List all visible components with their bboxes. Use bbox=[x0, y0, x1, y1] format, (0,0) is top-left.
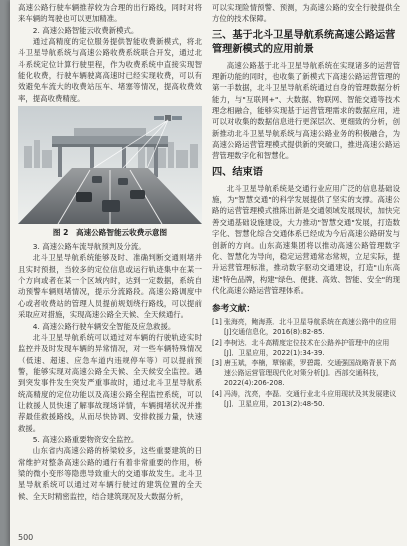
paragraph: 可以实现险情预警、预测，为高速公路的安全行驶提供全方位的技术保障。 bbox=[212, 3, 400, 24]
figure-caption: 图 2 高速公路智能云收费示意图 bbox=[52, 228, 168, 238]
paragraph: 北斗卫星导航系统可以通过对车辆的行驶轨迹实时监控并及时发现车辆的异常情况，对一些车辆特殊情况（低速、超速、应急车道内违规停车等）可以提前预警，能够实现对高速公路全天候、全天候安全监控。遇到突发事件发生突发严重事故时，通过北斗卫星导航系统高精度的定位功能以及高速公路全程监控系统，可以让救援人员快速了解事故现场详情，车辆拥堵状况并推荐最佳救援路线，从而尽快协调、安排救援力量，快速救援。 bbox=[18, 332, 202, 433]
subheading: 3. 高速公路车流导航预判及分流。 bbox=[32, 242, 146, 252]
reference-item: [4] 冯涛，沈亮，李磊．交通行业北斗应用现状及其发展建议[J]．卫星应用，2013(2):48-50. bbox=[212, 389, 397, 408]
paragraph: 高速公路行驶车辆推荐较为合理的出行路线，同时对将来车辆的驾驶也可以更加精准。 bbox=[18, 3, 202, 24]
page-number: 500 bbox=[18, 533, 34, 542]
subheading: 5. 高速公路重要物资安全监控。 bbox=[32, 434, 139, 444]
left-column bbox=[18, 2, 202, 502]
reference-item: [1] 张海亮，鲍海燕．北斗卫星导航系统在高速公路中的应用[J]交通信息化，2016(8):82-85. bbox=[212, 318, 397, 337]
right-column bbox=[212, 2, 400, 409]
journal-page bbox=[10, 0, 407, 546]
section-heading: 四、结束语 bbox=[212, 166, 263, 178]
subheading: 4. 高速公路行驶车辆安全智能及应急救援。 bbox=[32, 321, 176, 331]
subheading: 2. 高速公路智能云收费新模式。 bbox=[32, 25, 139, 35]
paragraph: 山东省内高速公路的桥梁较多，这些重要建筑的日常维护对整条高速公路的通行有着非常重要的作用，桥梁的微小变形等隐患导致重大的交通事故发生。北斗卫星导航系统可以通过对车辆行驶过的建筑位置的全天候、全天时精密监控，结合建筑现况及大数据分析， bbox=[18, 446, 202, 501]
toll-system-figure bbox=[18, 106, 202, 224]
paragraph: 通过高精度的定位服务提供智能收费新模式，将北斗卫星导航系统与高速公路收费系统联合开发，通过北斗系统定位计算行驶里程，作为收费系统中直接实现智能化收费，行驶车辆驶离高速时已经实现收费，可以有效避免车流大的收费站压车、堵塞等情况，提高收费效率，提高收费精度。 bbox=[18, 37, 202, 103]
references-title: 参考文献： bbox=[212, 304, 255, 315]
paragraph: 高速公路基于北斗卫星导航系统在实现诸多的运营管理新功能的同时，也收集了新模式下高速公路运营管理的第一手数据，北斗卫星导航系统通过自身的管理数据分析能力，与"互联网+"、大数据、物联网、智能交通等技术理念相融合，能够实现基于运营管理需求的数据应用，进可以对收集的数据信息进行更深层次、更细致的分析，创新推动北斗卫星导航系统与高速公路业务的积极融合，为高速公路运营管理模式提供新的突破口，推进高速公路运营管理数字化和智慧化。 bbox=[212, 60, 400, 161]
highway-toll-illustration bbox=[18, 106, 202, 224]
paragraph: 北斗卫星导航系统是交通行业应用广泛的信息基础设施，为"智慧交通"的科学发展提供了坚实的支撑。高速公路的运营管理模式推陈出新是交通领域发展现状，加快完善交通基础设施建设，大力推动"智慧交通"发展，打造数字化、智慧化综合交通体系已经成为今后高速公路研发与创新的方向。山东高速集团将以推动高速公路管理数字化、智慧化为导向，稳定运营通常态常规，立足实际，提升运营管理标准，推动数字驱动交通建设，打造"山东高速"特色品牌，构建"绿色、便捷、高效、智能、安全"的现代化高速公路运营管理体系。 bbox=[212, 183, 400, 295]
paragraph: 北斗卫星导航系统能够及时、准确判断交通则堵并且实时预报，当较多的定位信息或运行轨迹集中在某一个方向或者在某一个区域内时，达到一定数据，系统自动预警车辆则堵情况，提示分流路段。高速公路调度中心或者收费站的管理人员提前规划绕行路线，可以提前采取应对措施，实现高速公路全天候、全天候通行。 bbox=[18, 253, 202, 320]
reference-item: [3] 唐玉斌，李楠，覃锦素，罗碧霞．交通强国战略背景下高速公路运营管理现代化对策分析[J]．西部交通科技，2022(4):206-208. bbox=[212, 359, 397, 388]
section-heading: 三、基于北斗卫星导航系统高速公路运营管理新模式的应用前景 bbox=[212, 29, 396, 55]
reference-item: [2] 李树达．北斗高精度定位技术在公路养护管理中的应用[J]．卫星应用，2022(1):34-39. bbox=[212, 338, 390, 357]
